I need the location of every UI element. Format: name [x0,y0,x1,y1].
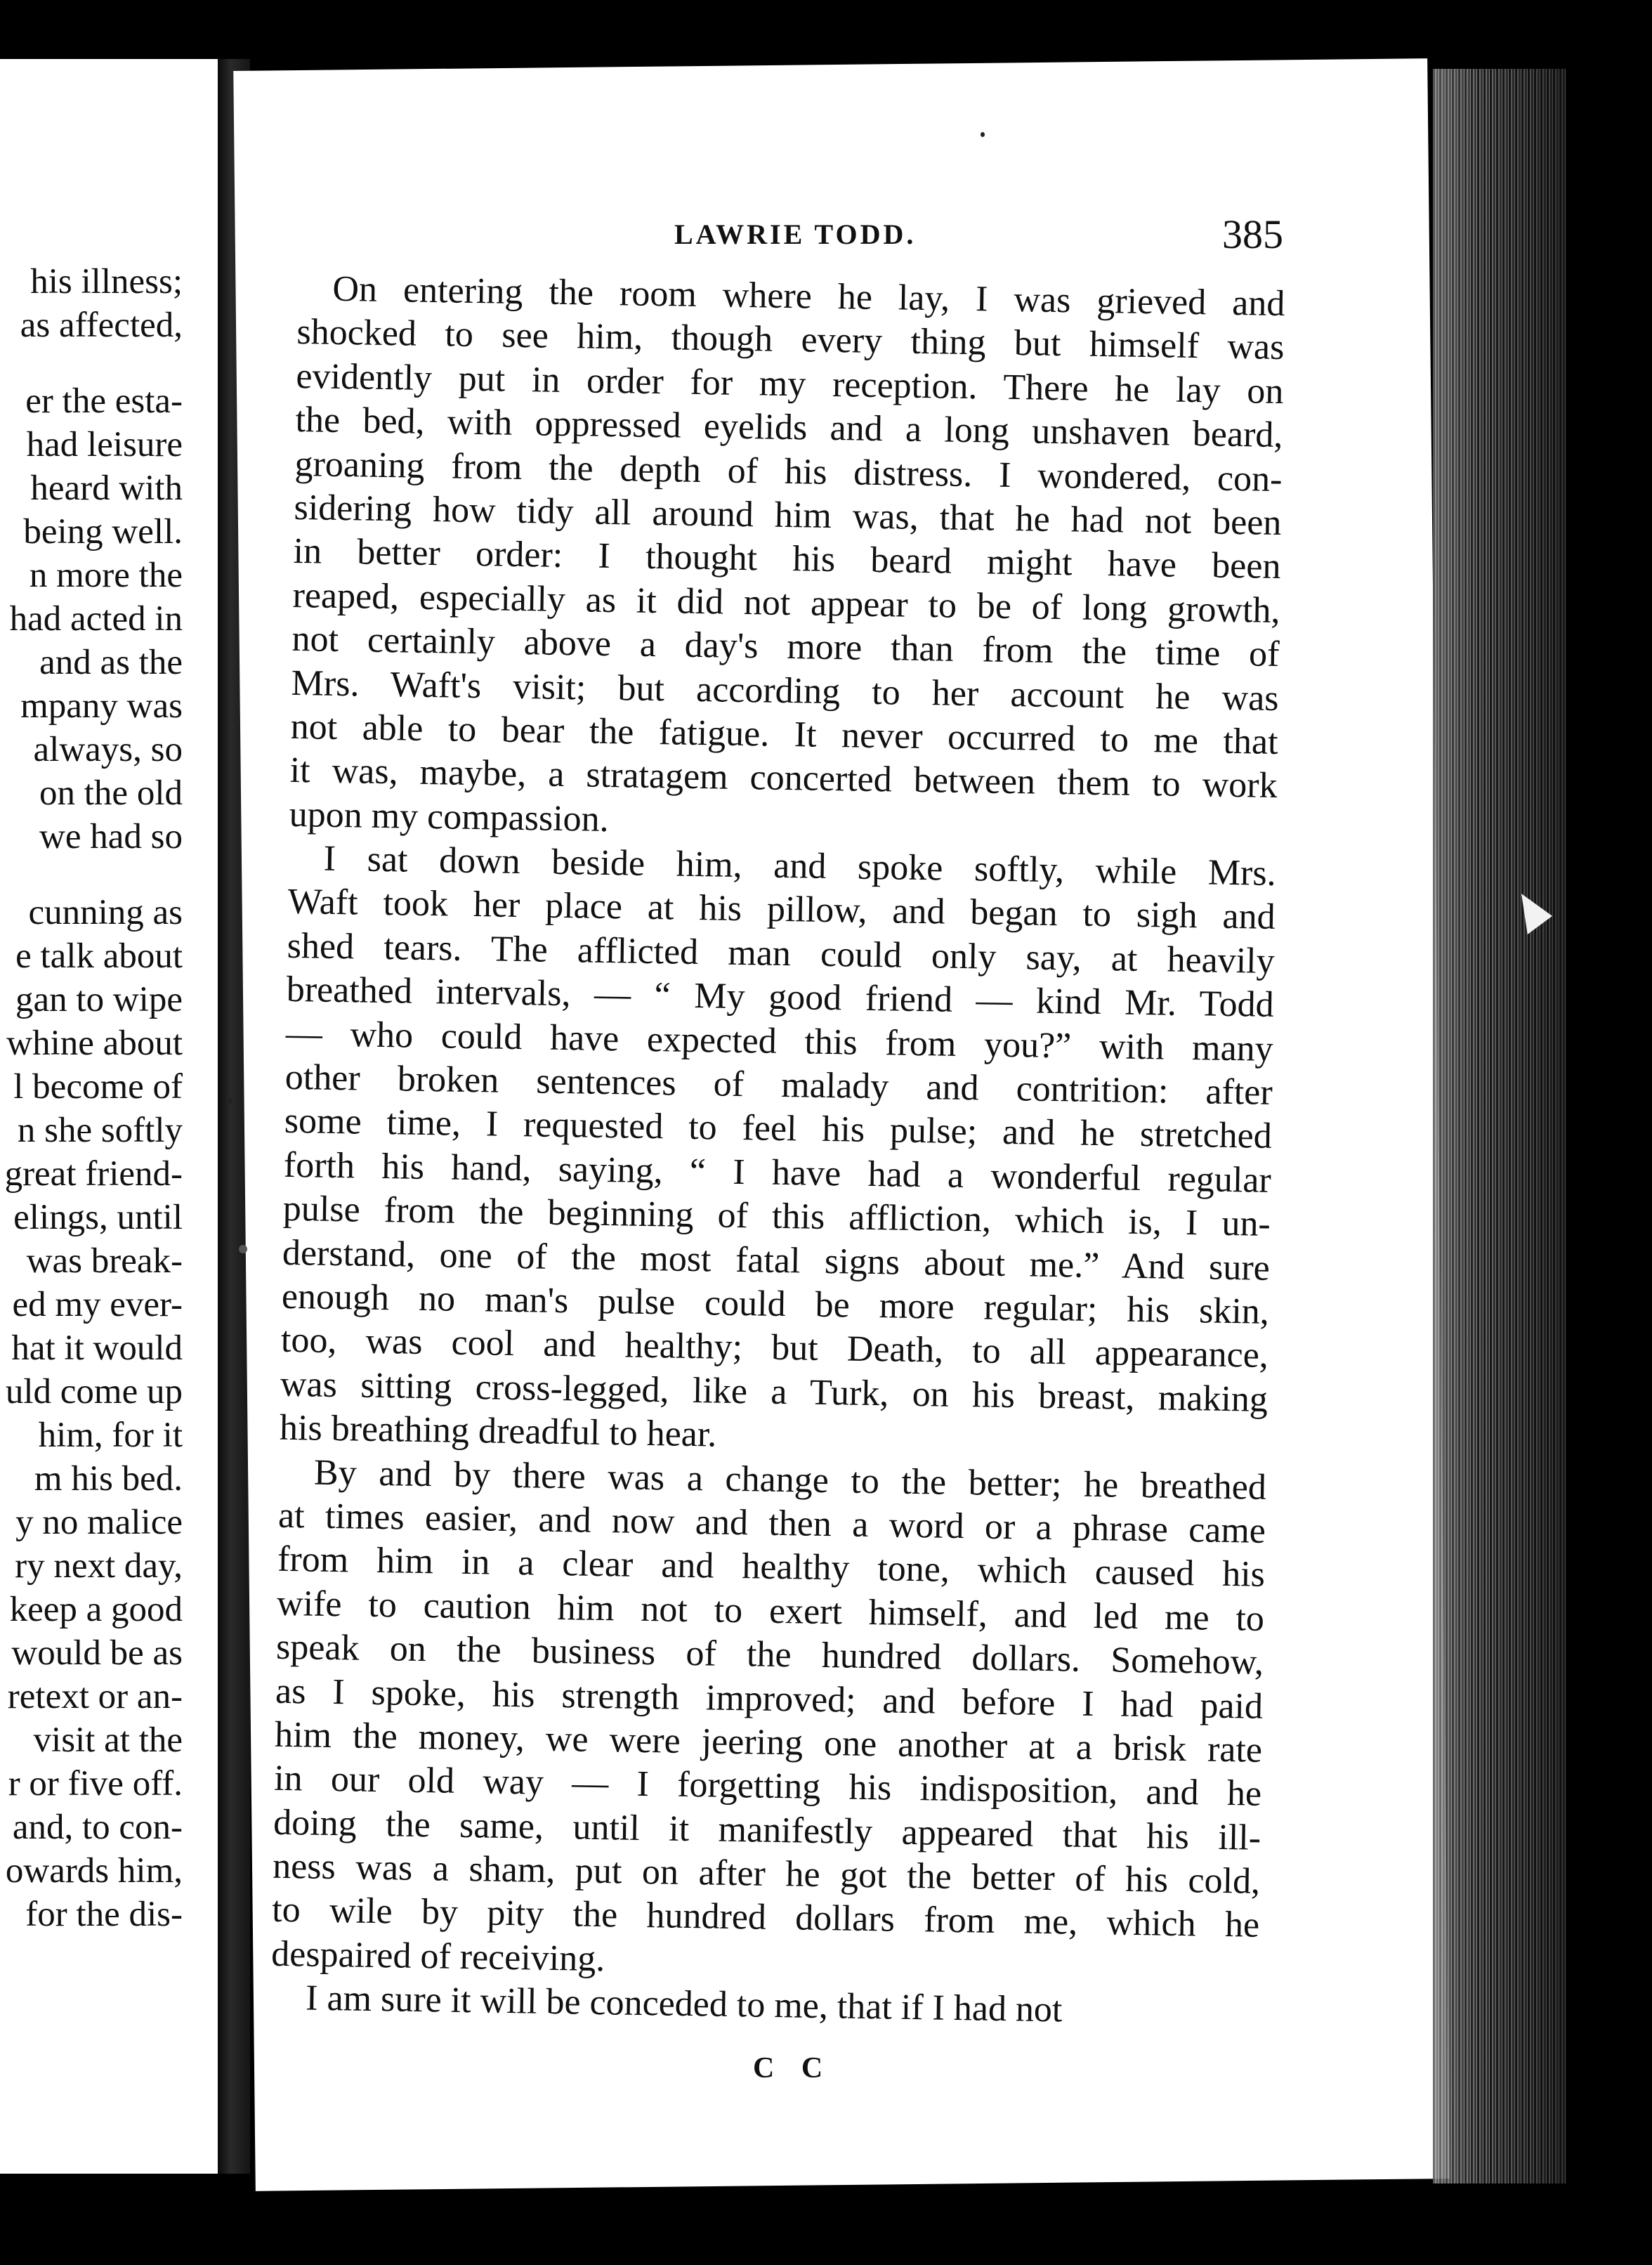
left-page-line [0,859,183,891]
text-line: some time, I requested to feel his pulse; and he stretched [284,1101,1273,1157]
left-page-line: had acted in [9,599,183,639]
left-page-line: r or five off. [8,1764,183,1803]
signature-mark: C C [753,2052,833,2084]
left-page-line: y no malice [15,1503,183,1542]
left-page-line: gan to wipe [15,980,183,1019]
text-line: as I spoke, his strength improved; and before I had paid [275,1671,1264,1727]
text-line: was sitting cross-legged, like a Turk, on his breast, making [280,1364,1268,1420]
left-page-line: elings, until [13,1198,183,1237]
text-line: Mrs. Waft's visit; but according to her account he was [291,662,1279,719]
text-line: upon my compassion. [289,794,610,840]
left-page-line: on the old [39,774,183,813]
left-page-line: visit at the [33,1721,183,1760]
text-line: at times easier, and now and then a word or a phrase came [277,1495,1266,1551]
text-line: too, was cool and healthy; but Death, to all appearance, [280,1320,1269,1376]
left-page-line: we had so [39,817,183,856]
left-page-line: er the esta- [25,381,183,421]
left-page-line: ed my ever- [12,1285,183,1324]
text-line: in better order: I thought his beard might have been [293,531,1281,587]
text-line: Waft took her place at his pillow, and began to sigh and [287,882,1276,938]
left-page-line: hat it would [11,1329,183,1368]
left-page-line: cunning as [28,893,183,932]
text-line: to wile by pity the hundred dollars from me, which he [271,1890,1260,1946]
text-line: — who could have expected this from you?” with many [285,1013,1274,1069]
left-page-line: heard with [30,469,183,508]
text-line: pulse from the beginning of this affliction, which is, I un- [282,1189,1271,1245]
left-page-line: m his bed. [34,1459,183,1499]
page-edges-shading [1433,69,1566,2184]
text-line: despaired of receiving. [270,1933,605,1980]
text-line: not able to bear the fatigue. It never occurred to me that [290,706,1278,762]
text-line: not certainly above a day's more than from the time of [291,619,1280,675]
left-page-line: for the dis- [25,1895,183,1934]
left-page-line: him, for it [38,1416,183,1455]
text-line: him the money, we were jeering one another at a brisk rate [274,1714,1263,1770]
ink-speck [981,132,985,137]
text-line: forth his hand, saying, “ I have had a wonderful regular [283,1144,1272,1201]
left-page-fragment [0,59,229,2174]
text-line: wife to caution him not to exert himself, and led me to [276,1583,1265,1639]
left-page-text [0,260,183,1936]
text-line: shocked to see him, though every thing but himself was [296,312,1285,368]
left-page-line: had leisure [26,425,183,464]
text-line: I sat down beside him, and spoke softly, while Mrs. [323,838,1277,894]
text-line: enough no man's pulse could be more regular; his skin, [281,1276,1270,1332]
left-page-line: as affected, [20,306,183,345]
left-page-line: retext or an- [7,1677,183,1716]
ink-speck [239,1245,247,1253]
text-line: doing the same, until it manifestly appeared that his ill- [273,1802,1261,1858]
left-page-line: owards him, [5,1851,183,1891]
text-line: speak on the business of the hundred dollars. Somehow, [275,1626,1264,1683]
ink-speck [228,1097,232,1104]
left-page-line: n she softly [17,1111,183,1150]
left-page-line: and, to con- [12,1808,183,1847]
text-line: I am sure it will be conceded to me, that if I had not [305,1978,1063,2030]
text-line: breathed intervals, — “ My good friend — kind Mr. Todd [286,970,1275,1026]
text-line: other broken sentences of malady and contrition: after [284,1057,1273,1113]
text-line: groaning from the depth of his distress. I wondered, con- [294,443,1283,500]
body-text [270,267,1285,2035]
left-page-line: great friend- [4,1154,183,1194]
text-line: reaped, especially as it did not appear to be of long growth, [292,575,1280,631]
text-line: his breathing dreadful to hear. [279,1407,717,1455]
text-line: By and by there was a change to the better; he breathed [313,1452,1267,1508]
text-line: sidering how tidy all around him was, that he had not been [294,487,1282,543]
text-line: shed tears. The afflicted man could only say, at heavily [287,925,1276,981]
running-head: LAWRIE TODD. [674,218,917,250]
left-page-line: keep a good [9,1590,183,1629]
left-page-line: ry next day, [15,1546,183,1586]
text-line: in our old way — I forgetting his indisposition, and he [273,1758,1262,1815]
page-number: 385 [1222,211,1283,257]
text-line: from him in a clear and healthy tone, which caused his [277,1539,1266,1595]
text-line: derstand, one of the most fatal signs about me.” And sure [282,1232,1271,1288]
left-page-line: mpany was [20,686,183,726]
text-line: evidently put in order for my reception. There he lay on [296,355,1284,412]
left-page-line: was break- [26,1241,183,1281]
left-page-line: whine about [6,1024,183,1063]
left-page-line [0,347,183,379]
left-page-line: uld come up [5,1372,183,1411]
left-page-line: l become of [13,1067,183,1107]
text-line: On entering the room where he lay, I was grieved and [332,268,1285,325]
left-page-line: would be as [11,1633,183,1673]
left-page-line: his illness; [30,262,183,301]
text-line: it was, maybe, a stratagem concerted between them to work [289,750,1278,807]
left-page-line: always, so [33,730,183,769]
left-page-line: n more the [29,556,183,595]
text-line: ness was a sham, put on after he got the better of his cold, [272,1846,1261,1902]
left-page-line: e talk about [15,936,183,976]
left-page-line: and as the [39,643,183,682]
text-line: the bed, with oppressed eyelids and a long unshaven beard, [295,400,1283,456]
left-page-line: being well. [23,512,183,551]
